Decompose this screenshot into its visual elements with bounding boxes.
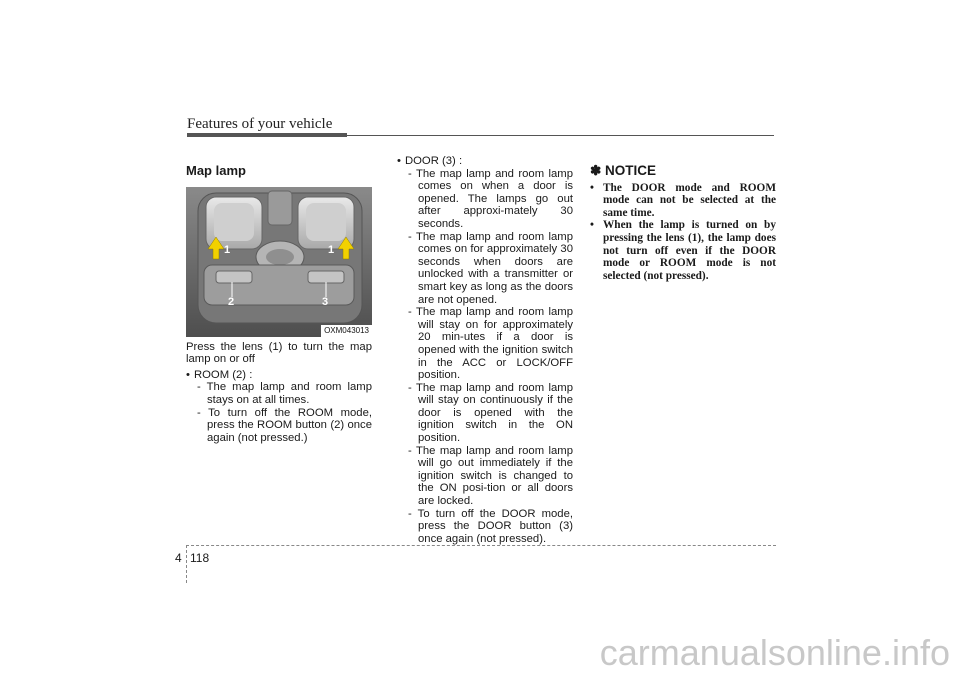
figure-code: OXM043013 [321,325,372,337]
notice-item: • When the lamp is turned on by pressing the lens (1), the lamp does not turn off even if the DOOR mode or ROOM mode is not selected (not pressed). [590,219,776,282]
map-lamp-illustration [186,187,372,337]
footer-vertical-rule [186,545,187,583]
notice-title: ✽ NOTICE [590,163,657,178]
watermark-text: carmanualsonline.info [599,632,950,673]
figure-label-door: 3 [322,295,329,308]
room-bullet: • ROOM (2) : [186,369,372,382]
figure-label-room: 2 [228,295,235,308]
page-number: 118 [190,551,210,565]
header-rule-accent [187,133,347,137]
door-item: - To turn off the DOOR mode, press the DOOR button (3) once again (not pressed). [408,507,573,545]
room-item: - To turn off the ROOM mode, press the ROOM button (2) once again (not pressed.) [197,406,372,444]
figure-label-lens-right: 1 [328,243,335,256]
door-item: - The map lamp and room lamp comes on for approximately 30 seconds when doors are unlocked with a transmitter or smart key as long as the doors are not opened. [408,230,573,306]
column-middle [397,152,573,545]
column-left [186,165,372,444]
column-right [590,165,776,282]
door-item: - The map lamp and room lamp will stay on for approximately 20 min-utes if a door is opened with the ignition switch in the ACC or LOCK/OFF position. [408,306,573,382]
door-bullet: • DOOR (3) : [397,155,573,168]
section-heading: Map lamp [186,163,246,178]
page-header-title: Features of your vehicle [187,116,333,132]
door-item: - The map lamp and room lamp comes on when a door is opened. The lamps go out after approxi-mately 30 seconds. [408,167,573,230]
footer-rule [186,545,776,546]
door-item: - The map lamp and room lamp will stay on continuously if the door is opened with the ignition switch in the ON position. [408,381,573,445]
map-lamp-figure [186,187,372,337]
door-item: - The map lamp and room lamp will go out immediately if the ignition switch is changed to the ON posi-tion or all doors are locked. [408,444,573,508]
chapter-number: 4 [175,551,182,565]
figure-label-lens-left: 1 [224,243,231,256]
notice-item: • The DOOR mode and ROOM mode can not be selected at the same time. [590,182,776,220]
intro-text: Press the lens (1) to turn the map lamp on or off [186,340,372,366]
room-item: - The map lamp and room lamp stays on at all times. [197,381,372,406]
